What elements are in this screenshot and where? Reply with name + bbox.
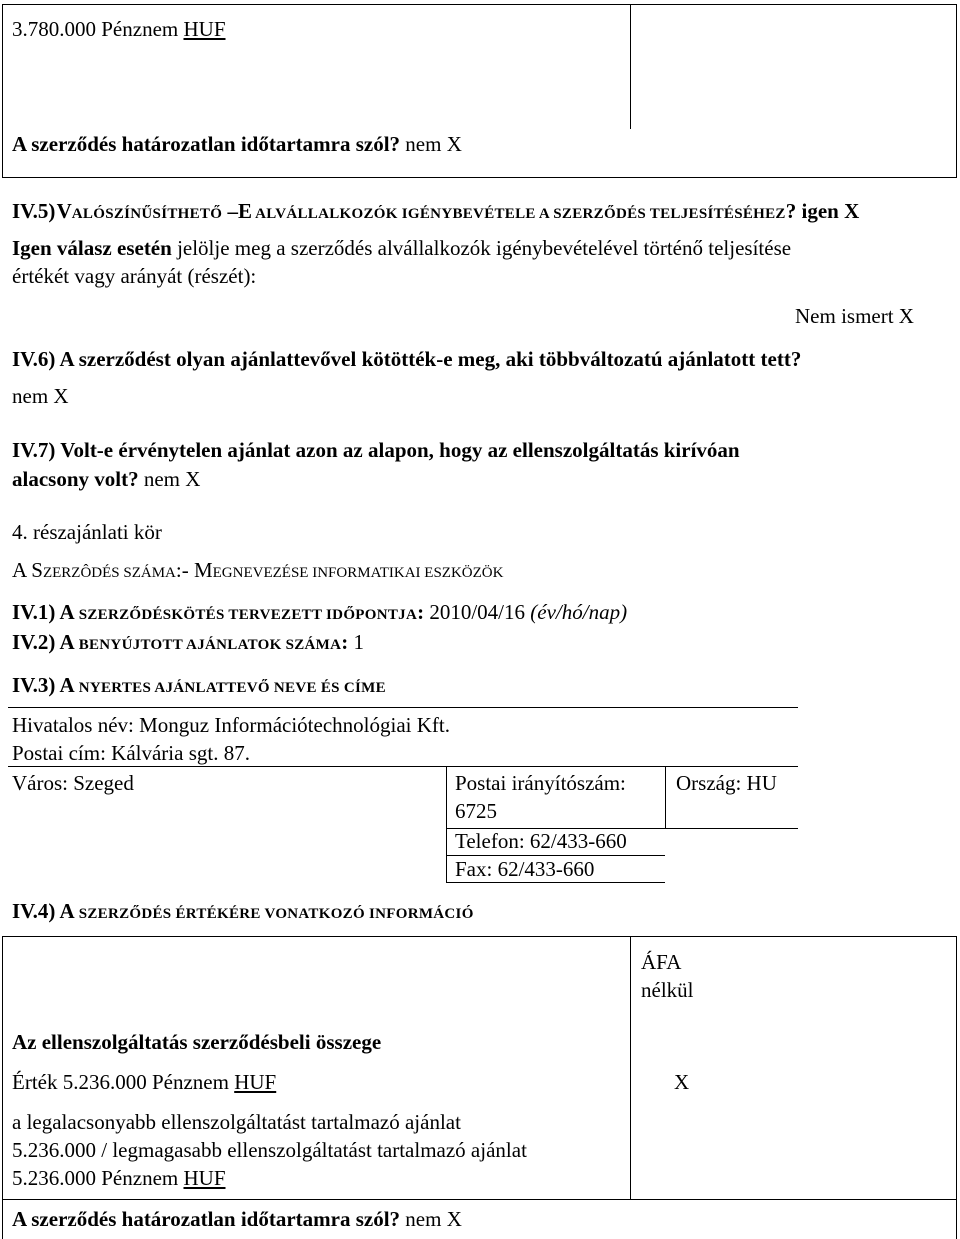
value-currency-link[interactable]: HUF	[234, 1070, 277, 1094]
winner-phone: Telefon: 62/433-660	[455, 829, 627, 853]
winner-zip: 6725	[455, 799, 497, 823]
winner-bottom-border	[446, 882, 665, 883]
range-l2: 5.236.000 / legmagasabb ellenszolgáltatást tartalmazó ajánlat	[12, 1138, 527, 1162]
bottom-indefinite: A szerződés határozatlan időtartamra szól? nem X	[12, 1207, 462, 1231]
winner-official-name: Hivatalos név: Monguz Információtechnológiai Kft.	[12, 713, 450, 737]
winner-top-border	[8, 707, 798, 708]
range-l3: 5.236.000 Pénznem HUF	[12, 1166, 226, 1190]
table-bottom-border	[2, 177, 957, 178]
iv5-line3: értékét vagy arányát (részét):	[12, 264, 257, 288]
iv6-answer: nem X	[12, 384, 69, 408]
contract-heading: A SZERZÔDÉS SZÁMA:- MEGNEVEZÉSE INFORMATIKAI ESZKÖZÖK	[12, 558, 504, 582]
winner-fax: Fax: 62/433-660	[455, 857, 595, 881]
top-indefinite: A szerződés határozatlan időtartamra szól? nem X	[12, 132, 462, 156]
winner-city: Város: Szeged	[12, 771, 134, 795]
top-divider	[630, 4, 631, 129]
winner-country: Ország: HU	[676, 771, 777, 795]
value-left-border	[2, 936, 3, 1239]
top-value: 3.780.000 Pénznem HUF	[12, 17, 226, 41]
iv3-line: IV.3) A NYERTES AJÁNLATTEVŐ NEVE ÉS CÍME	[12, 673, 386, 697]
iv7-question-l1: IV.7) Volt-e érvénytelen ajánlat azon az alapon, hogy az ellenszolgáltatás kirívóan	[12, 438, 740, 462]
winner-row-divider	[8, 766, 798, 767]
right-border	[956, 4, 957, 177]
value-top-border	[2, 936, 957, 937]
value-amount: Érték 5.236.000 Pénznem HUF	[12, 1070, 277, 1094]
winner-zip-label: Postai irányítószám:	[455, 771, 626, 795]
iv4-line: IV.4) A SZERZŐDÉS ÉRTÉKÉRE VONATKOZÓ INFORMÁCIÓ	[12, 899, 474, 923]
vat-label-l2: nélkül	[641, 978, 694, 1002]
iv5-heading: IV.5) VALÓSZÍNŰSÍTHETŐ –E ALVÁLLALKOZÓK IGÉNYBEVÉTELE A SZERZŐDÉS TELJESÍTÉSÉHEZ? igen X	[12, 199, 860, 223]
iv5-line2: Igen válasz esetén jelölje meg a szerződés alvállalkozók igénybevételével történő teljesítése	[12, 236, 792, 260]
range-l1: a legalacsonyabb ellenszolgáltatást tartalmazó ajánlat	[12, 1110, 461, 1134]
value-heading: Az ellenszolgáltatás szerződésbeli összege	[12, 1030, 382, 1054]
iv6-question: IV.6) A szerződést olyan ajánlattevővel kötötték-e meg, aki többváltozatú ajánlatott tett?	[12, 347, 802, 371]
value-col-divider	[630, 936, 631, 1200]
value-mark: X	[674, 1070, 690, 1094]
iv5-unknown: Nem ismert X	[795, 304, 914, 328]
left-border	[2, 4, 3, 177]
winner-fax-top	[446, 855, 665, 856]
vat-label-l1: ÁFA	[641, 950, 682, 974]
value-row-divider	[2, 1199, 957, 1200]
range-currency-link[interactable]: HUF	[183, 1166, 226, 1190]
iv7-question-l2: alacsony volt? nem X	[12, 467, 201, 491]
top-border	[2, 4, 957, 5]
round-label: 4. részajánlati kör	[12, 520, 162, 544]
iv2-line: IV.2) A BENYÚJTOTT AJÁNLATOK SZÁMA: 1	[12, 630, 365, 654]
value-right-border	[956, 936, 957, 1239]
currency-link[interactable]: HUF	[183, 17, 226, 41]
winner-col-divider-2	[665, 767, 666, 829]
winner-col-divider-1	[446, 767, 447, 883]
iv1-line: IV.1) A SZERZŐDÉSKÖTÉS TERVEZETT IDŐPONTJA: 2010/04/16 (év/hó/nap)	[12, 600, 628, 624]
winner-postal-address: Postai cím: Kálvária sgt. 87.	[12, 741, 250, 765]
